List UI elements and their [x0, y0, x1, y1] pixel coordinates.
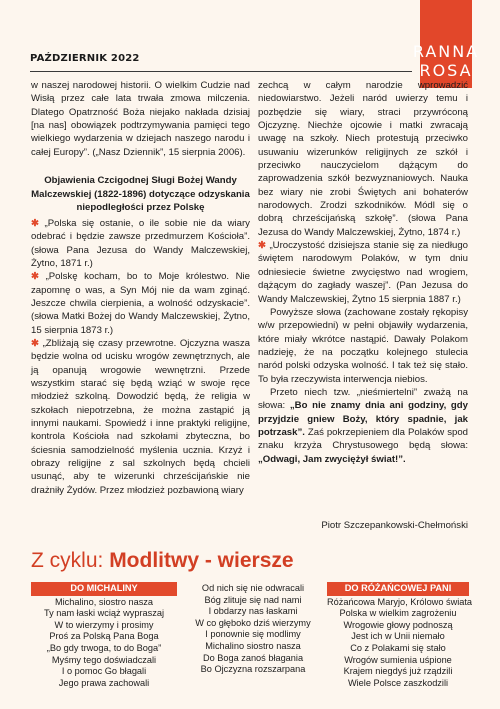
author-signature: Piotr Szczepankowski-Chełmoński [321, 520, 468, 531]
left-column [31, 79, 250, 497]
poem-line: Ty nam łaski wciąż wypraszaj [44, 608, 164, 619]
cycle-title: Z cyklu: Modlitwy - wiersze [31, 549, 294, 572]
poem-do-rozancowej-pani [327, 582, 473, 689]
continuation-paragraph: zechcą w całym narodzie wprowadzić niedowiarstwo. Jeżeli naród uwierzy temu i pozbędzie się wiary, straci przywróconą Ojczyznę. Niechże ojcowie i matki zwracają uwagę na szkoły. Niech protestują przeciwko usuwaniu wizerunków religijnych ze szkół i przeciwko nauczycielom dążącym do zaprowadzenia szkół bezwyznaniowych. Nauka bez wiary nie zrobi Świętych ani bohaterów narodowych. Zrodzi szkodników. Módl się o dobrą chrześcijańską szkołę”. (słowa Pana Jezusa do Wandy Malczewskiej, Żytno, 1874 r.) [258, 80, 468, 238]
poem-line: Bóg zlituje się nad nami [204, 594, 302, 605]
poem-line: Od nich się nie odwracali [201, 583, 305, 593]
quote-1: ✱ „Polska się ostanie, o ile sobie nie da wiary odebrać i będzie zawsze przedmurzem Kościoła”. (słowa Pana Jezusa do Wandy Malczewskiej, Żytno, 1871 r.) [31, 217, 250, 269]
poem-line: Co z Polakami się stało [350, 642, 446, 653]
poem-line: Michalino, siostro nasza [54, 596, 154, 607]
poem-line: Jego prawa zachowali [58, 677, 150, 688]
closing-paragraph: Przeto niech tzw. „nieśmiertelni” zważą na słowa: „Bo nie znamy dnia ani godziny, gdy przyjdzie gniew Boży, który spadnie, jak potrzask”. Zaś pokrzepieniem dla Polaków spod znaku krzyża Chrystusowego będą słowa: „Odwagi, Jam zwyciężył świat!”. [258, 386, 468, 465]
intro-paragraph: w naszej narodowej historii. O wielkim Cudzie nad Wisłą przez całe lata trwała zmowa milczenia. Dlatego Opatrzność Boża niejako nakłada dzisiaj [na nas] obowiązek podtrzymywania pamięci tego wielkiego wydarzenia w dziejach naszego narodu i całej Europy”. („Nasz Dziennik”, 15 sierpnia 2006). [31, 80, 250, 158]
poem-line: Polska w wielkim zagrożeniu [339, 608, 457, 619]
poem-line: Wrogowie głowy podnoszą [343, 619, 453, 630]
section-subheading: Objawienia Czcigodnej Sługi Bożej Wandy Malczewskiej (1822-1896) dotyczące odzyskania niepodległości przez Polskę [31, 175, 250, 214]
star-bullet-icon: ✱ [31, 337, 43, 349]
poem-line: Krajem niegdyś już rządzili [343, 666, 453, 677]
magazine-logo [412, 0, 480, 88]
poem-line: Wrogów sumienia uśpione [344, 654, 452, 665]
poem-do-michaliny [31, 582, 177, 689]
poem-line: „Bo gdy trwoga, to do Boga” [46, 642, 162, 653]
poem-line: W to wierzymy i prosimy [54, 619, 154, 630]
poem-line: I o pomoc Go błagali [61, 666, 147, 677]
poem-line: Wiele Polsce zaszkodzili [347, 677, 449, 688]
logo-line-2: ROSA [419, 61, 473, 80]
poem-heading: DO MICHALINY [31, 582, 177, 596]
poem-line: Różańcowa Maryjo, Królowo świata [327, 596, 473, 607]
poem-line: Myśmy tego doświadczali [51, 654, 157, 665]
star-bullet-icon: ✱ [31, 271, 46, 283]
star-bullet-icon: ✱ [31, 217, 45, 229]
poem-line: Jest ich w Unii niemało [351, 631, 445, 642]
quote-4: ✱ „Uroczystość dzisiejsza stanie się za niedługo świętem narodowym Polaków, w tym dniu odniesiecie świetne zwycięstwo nad wrogiem, dążącym do zagłady waszej”. (Pan Jezusa do Wandy Malczewskiej, Żytno 15 sierpnia 1887 r.) [258, 240, 468, 305]
right-column [258, 79, 468, 466]
poem-line: Proś za Polską Pana Boga [49, 631, 159, 642]
logo-line-1: RANNA [412, 42, 480, 61]
poem-heading: DO RÓŻAŃCOWEJ PANI [327, 582, 469, 596]
header-divider [30, 71, 412, 72]
poem-line: I ponownie się modlimy [205, 629, 301, 640]
star-bullet-icon: ✱ [258, 240, 270, 252]
summary-paragraph: Powyższe słowa (zachowane zostały rękopisy w/w przepowiedni) w pełni objawiły wydarzenia, które miały wkrótce nastąpić. Dawały Polakom nadzieję, że na początku kolejnego stulecia naród polski odzyska wolność. I tak też się stało. To była rzeczywista interwencja niebios. [258, 306, 468, 385]
poem-line: Michalino siostro nasza [205, 640, 301, 651]
issue-month: PAŹDZIERNIK 2022 [30, 53, 140, 64]
quote-2: ✱ „Polskę kocham, bo to Moje królestwo. Nie zapomnę o was, a Syn Mój nie da wam zginąć. Jeszcze chwila cierpienia, a wolność odzyskacie”. (słowa Matki Bożej do Wandy Malczewskiej, Żytno, 15 sierpnia 1873 r.) [31, 271, 250, 336]
poem-line: Do Boga zanoś błagania [202, 652, 304, 663]
poem-line: I obdarzy nas łaskami [208, 606, 298, 617]
poem-continuation [180, 583, 326, 676]
quote-3: ✱ „Zbliżają się czasy przewrotne. Ojczyzna wasza będzie wolna od ucisku wrogów zewnętrznych, ale ją opanują wrogowie wewnętrzni. Przede wszystkim starać się będą wziąć w swoje ręce młodzież szkolną. Dowodzić będą, że religia w szkołach niepotrzebna, że można zastąpić ją innymi naukami. Spowiedź i inne praktyki religijne, kontrola Kościoła nad szkołami zbyteczna, bo ściesnia samodzielność myślenia ucznia. Krzyż i obrazy religijne z sal szkolnych będą chcieli usunąć, aby te wizerunki chrześcijańskie nie drażniły Żydów. Przez młodzież pozbawioną wiary [31, 337, 250, 496]
poem-line: Bo Ojczyzna rozszarpana [200, 664, 306, 675]
poem-line: W co głęboko dziś wierzymy [195, 617, 311, 628]
